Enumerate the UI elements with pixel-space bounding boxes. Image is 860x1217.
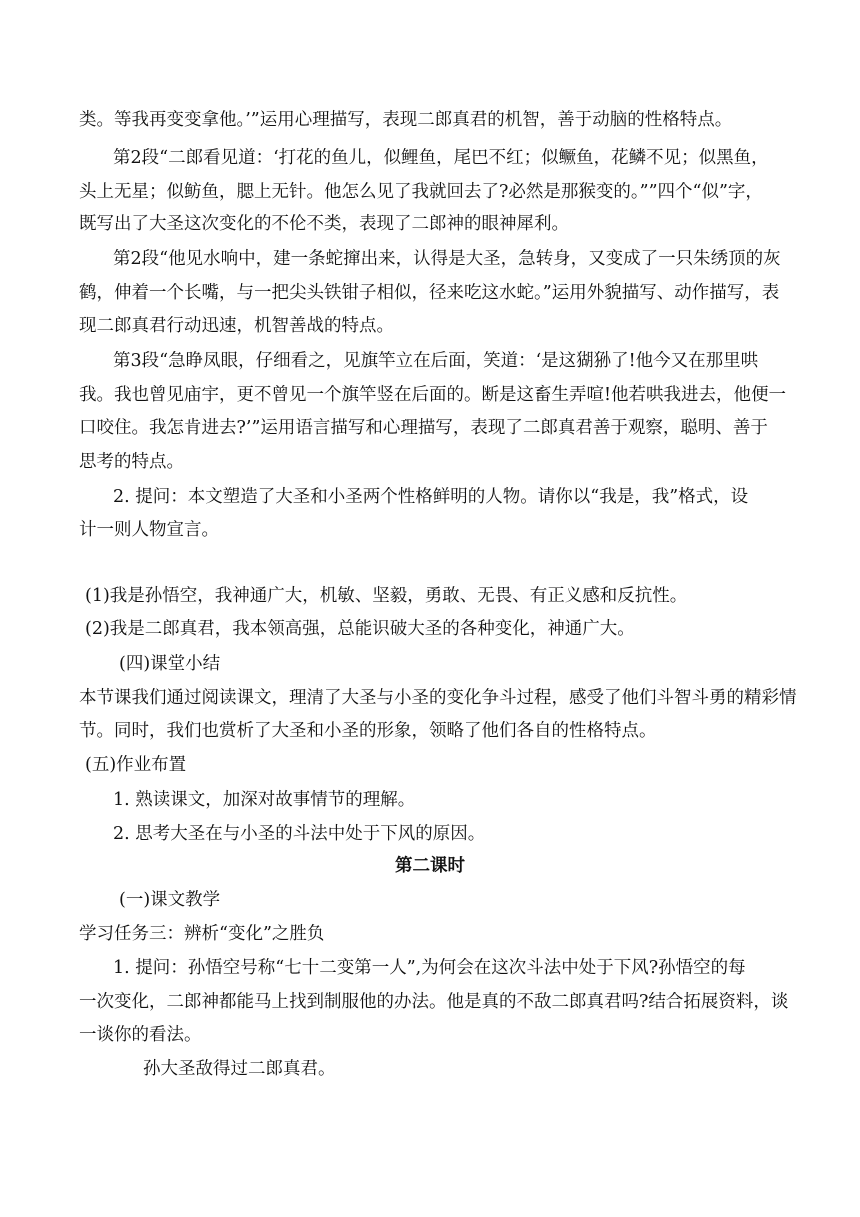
text-line: 我。我也曾见庙宇，更不曾见一个旗竿竖在后面的。断是这畜生弄喧!他若哄我进去，他便一 — [79, 385, 787, 405]
text-line: 思考的特点。 — [79, 452, 184, 472]
text-line: (1)我是孙悟空，我神通广大，机敏、坚毅，勇敢、无畏、有正义感和反抗性。 — [85, 586, 688, 606]
text-line: 一谈你的看法。 — [79, 1025, 202, 1045]
text-line: 节。同时，我们也赏析了大圣和小圣的形象，领略了他们各自的性格特点。 — [79, 721, 657, 741]
text-line: 第2段“二郎看见道：‘打花的鱼儿，似鲤鱼，尾巴不红；似鳜鱼，花鳞不见；似黑鱼， — [113, 148, 769, 168]
text-line: 一次变化，二郎神都能马上找到制服他的办法。他是真的不敌二郎真君吗?结合拓展资料，谈 — [79, 992, 789, 1012]
text-line: 孙大圣敌得过二郎真君。 — [143, 1059, 336, 1079]
text-line: 1. 熟读课文，加深对故事情节的理解。 — [113, 790, 416, 810]
section-heading: (四)课堂小结 — [119, 654, 221, 674]
text-line: 既写出了大圣这次变化的不伦不类，表现了二郎神的眼神犀利。 — [79, 214, 569, 234]
text-line: 类。等我再变变拿他。’”运用心理描写，表现二郎真君的机智，善于动脑的性格特点。 — [79, 110, 733, 130]
text-line: 第2段“他见水响中，建一条蛇撺出来，认得是大圣，急转身，又变成了一只朱绣顶的灰 — [113, 249, 781, 269]
text-line: 计一则人物宣言。 — [79, 520, 219, 540]
task-heading: 学习任务三：辨析“变化”之胜负 — [79, 924, 325, 944]
section-heading: (一)课文教学 — [119, 890, 221, 910]
text-line: 1. 提问：孙悟空号称“七十二变第一人”,为何会在这次斗法中处于下风?孙悟空的每 — [113, 958, 746, 978]
text-line: 2. 提问：本文塑造了大圣和小圣两个性格鲜明的人物。请你以“我是，我”格式，设 — [113, 487, 749, 507]
text-line: 2. 思考大圣在与小圣的斗法中处于下风的原因。 — [113, 824, 486, 844]
text-line: (2)我是二郎真君，我本领高强，总能识破大圣的各种变化，神通广大。 — [85, 619, 635, 639]
text-line: 头上无星；似鲂鱼，腮上无针。他怎么见了我就回去了?必然是那猴变的。””四个“似”字， — [79, 182, 763, 202]
text-line: 现二郎真君行动迅速，机智善战的特点。 — [79, 316, 394, 336]
section-heading: (五)作业布置 — [85, 755, 187, 775]
lesson-title: 第二课时 — [395, 856, 465, 876]
text-line: 本节课我们通过阅读课文，理清了大圣与小圣的变化争斗过程，感受了他们斗智斗勇的精彩情 — [79, 688, 797, 708]
text-line: 口咬住。我怎肯进去?’”运用语言描写和心理描写，表现了二郎真君善于观察，聪明、善于 — [79, 418, 768, 438]
text-line: 鹤，伸着一个长嘴，与一把尖头铁钳子相似，径来吃这水蛇。”运用外貌描写、动作描写，表 — [79, 283, 780, 303]
text-line: 第3段“急睁凤眼，仔细看之，见旗竿立在后面，笑道：‘是这猢狲了!他今又在那里哄 — [113, 351, 759, 371]
